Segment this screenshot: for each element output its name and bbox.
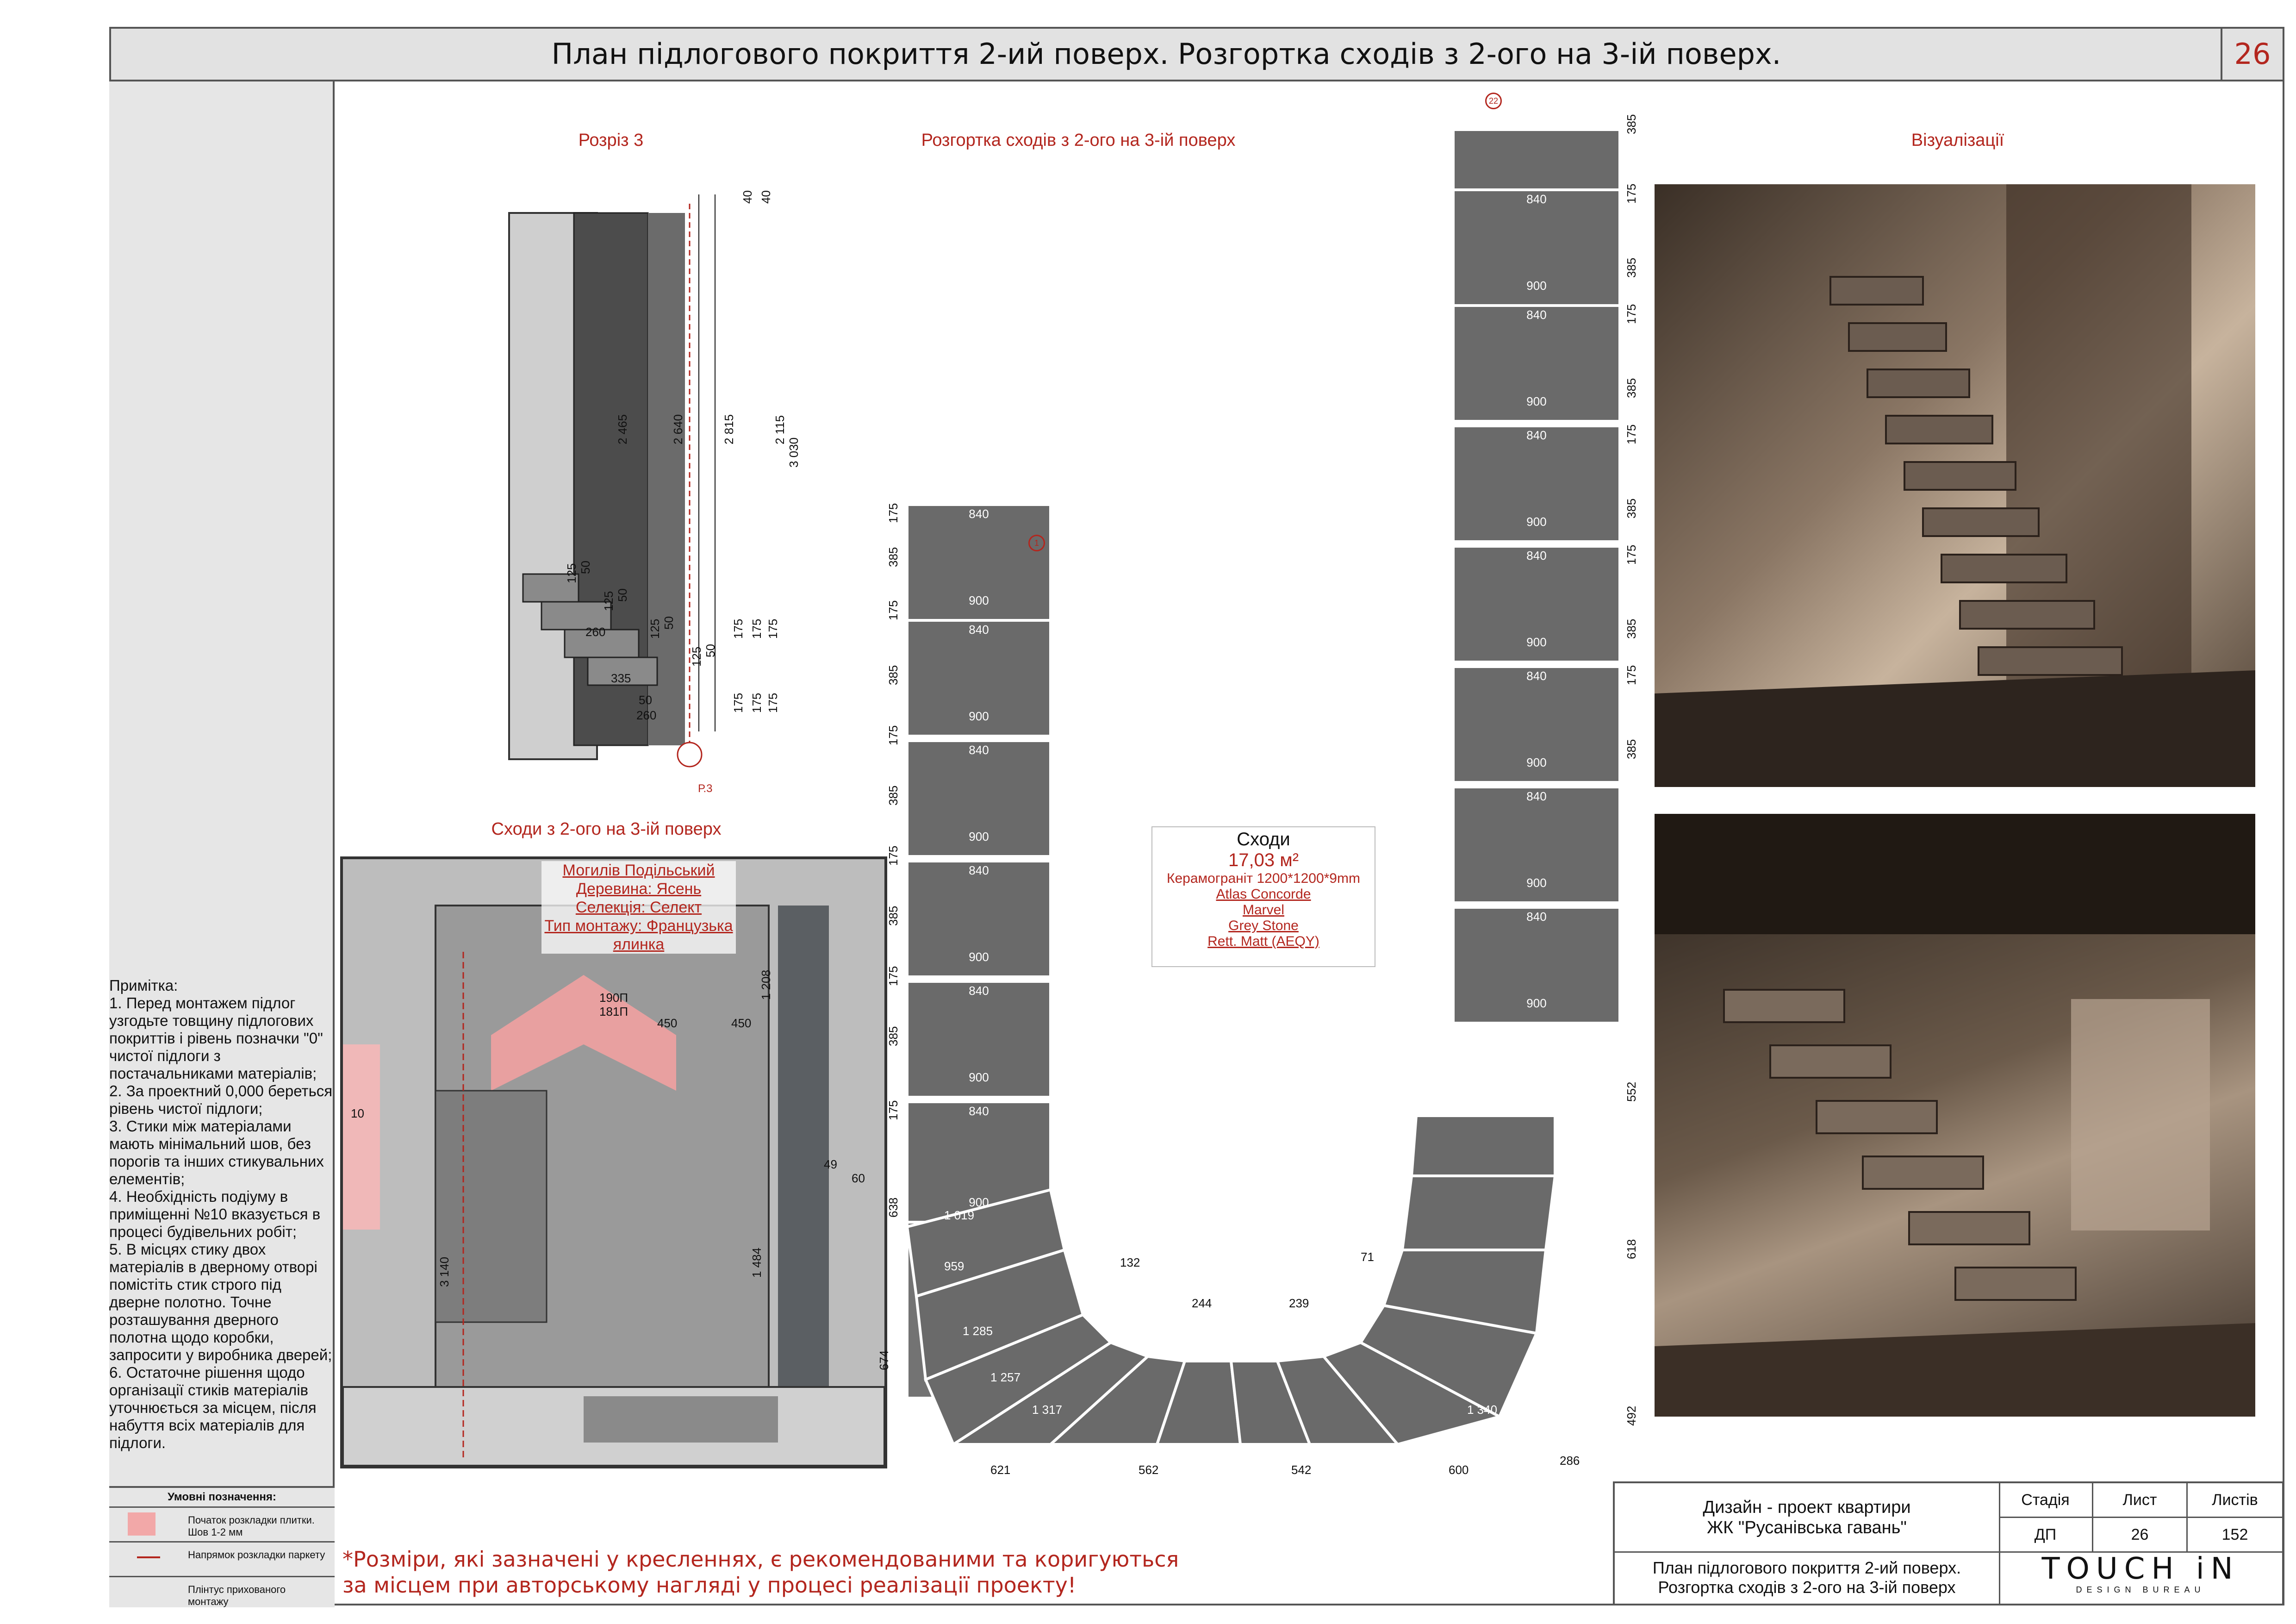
dim-label: 50 [616, 588, 629, 602]
stair-tile [1453, 907, 1620, 1023]
tile-tread-label: 840 [1526, 428, 1547, 442]
dim-label: 10 [351, 1106, 364, 1120]
dim-label: 3 030 [787, 437, 801, 468]
dim-label: 50 [639, 693, 652, 707]
dim-label: 1 257 [990, 1370, 1021, 1384]
dim-label: 959 [944, 1259, 964, 1273]
section-3-title: Розріз 3 [578, 131, 644, 150]
dim-label: 618 [1624, 1239, 1638, 1259]
tile-width-label: 900 [969, 593, 989, 607]
dim-label: 125 [602, 591, 616, 611]
tile-width-label: 900 [1526, 756, 1547, 769]
dim-label: 49 [824, 1157, 837, 1171]
title-block-grid [1999, 1483, 2282, 1553]
stage-label: Стадія [1999, 1483, 2093, 1518]
dim-label: 175 [1624, 183, 1638, 204]
dim-label: 175 [731, 618, 745, 639]
legend-row-tile-start [109, 1508, 335, 1543]
dim-label: 385 [886, 1026, 900, 1046]
dim-label: 1 169 [1569, 1250, 1599, 1264]
dim-label: 1 317 [1032, 1403, 1063, 1417]
stair-tile [1453, 546, 1620, 662]
summary-brand: Atlas Concorde [1216, 887, 1311, 902]
dim-label: 244 [1192, 1296, 1212, 1310]
project-name [1615, 1483, 1999, 1553]
note-item: 5. В місцях стику двох матеріалів в дверному отворі помістіть стик строго під дверне полотно. Точне розташування дверного полотна щодо коробки, запросити у виробника дверей; [109, 1241, 332, 1363]
material-summary [1151, 826, 1375, 967]
dim-label: 552 [1624, 1081, 1638, 1102]
sheet-line: План підлогового покриття 2-ий поверх. [1652, 1558, 1961, 1577]
parquet-spec [541, 861, 736, 954]
dim-label: 674 [877, 1350, 891, 1370]
parquet-spec-line: Тип монтажу: Французька ялинка [544, 917, 733, 953]
note-item: 6. Остаточне рішення щодо організації стиків матеріалів уточнюється за місцем, після набуття всіх матеріалів для підлоги. [109, 1364, 317, 1451]
summary-material: Керамограніт 1200*1200*9mm [1167, 871, 1360, 886]
note-item: 4. Необхідність подіуму в приміщенні №10 вказується в процесі будівельних робіт; [109, 1188, 321, 1240]
dim-label: 385 [1624, 257, 1638, 278]
staircase-render-icon [1655, 814, 2255, 1417]
dim-label: 896 [1555, 1120, 1575, 1134]
visualization-image-2 [1655, 814, 2255, 1417]
dim-label: 385 [1624, 378, 1638, 398]
dim-label: 50 [662, 616, 676, 630]
dim-label: 385 [1624, 739, 1638, 759]
step-number-icon: 1 [1028, 535, 1045, 551]
tile-width-label: 900 [969, 950, 989, 964]
note-item: 1. Перед монтажем підлог узгодьте товщину підлогових покриттів і рівень позначки "0" чистої підлоги з постачальниками матеріалів; [109, 994, 323, 1082]
tile-tread-label: 840 [1526, 789, 1547, 803]
dim-label: 175 [886, 845, 900, 866]
title-bar [109, 27, 2284, 81]
step-number-icon: 22 [1485, 93, 1502, 109]
legend-label: Плінтус прихованого монтажу [188, 1584, 286, 1607]
summary-title: Сходи [1237, 829, 1290, 849]
tile-width-label: 900 [969, 830, 989, 843]
legend-title: Умовні позначення: [109, 1488, 335, 1508]
dim-label: 71 [1361, 1250, 1374, 1264]
tile-tread-label: 840 [969, 1104, 989, 1118]
dim-label: 2 465 [616, 414, 629, 444]
dim-label: 450 [657, 1016, 678, 1030]
dim-label: 3 140 [437, 1256, 451, 1287]
dim-label: 175 [1624, 665, 1638, 685]
summary-series: Marvel [1242, 902, 1284, 918]
disclaimer [342, 1546, 1179, 1598]
dim-label: 190П [599, 991, 628, 1005]
dim-label: 542 [1291, 1463, 1312, 1477]
sheets-label: Листів [2188, 1483, 2282, 1518]
dim-label: 175 [766, 618, 780, 639]
direction-arrow-icon [137, 1556, 160, 1558]
legend-label: Напрямок розкладки паркету [188, 1549, 325, 1561]
tile-width-label: 900 [1526, 996, 1547, 1010]
dim-label: 175 [766, 693, 780, 713]
dim-label: 175 [886, 503, 900, 523]
dim-label: 50 [579, 561, 592, 574]
dim-label: 1 019 [944, 1208, 975, 1222]
dim-label: 181П [599, 1005, 628, 1018]
dim-label: 132 [1120, 1255, 1140, 1269]
tile-width-label: 900 [1526, 635, 1547, 649]
dim-label: 638 [886, 1197, 900, 1218]
notes [109, 977, 335, 1452]
dim-label: 175 [1624, 304, 1638, 324]
parquet-spec-line: Селекція: Селект [575, 899, 702, 916]
parquet-spec-line: Могилів Подільський [562, 862, 715, 879]
stair-tile [1453, 667, 1620, 782]
tile-tread-label: 840 [969, 863, 989, 877]
staircase-render-icon [1655, 184, 2255, 787]
dim-label: 2 115 [773, 415, 787, 444]
dim-label: 1 208 [759, 969, 773, 1000]
page-number: 26 [2221, 29, 2283, 80]
dim-label: 492 [1624, 1405, 1638, 1426]
summary-code: Rett. Matt (AEQY) [1207, 934, 1319, 949]
dim-label: 1 340 [1467, 1403, 1498, 1417]
tile-width-label: 900 [1526, 876, 1547, 890]
tile-width-label: 900 [969, 1070, 989, 1084]
stage-value: ДП [1999, 1518, 2093, 1553]
logo-subtitle: DESIGN BUREAU [2076, 1585, 2205, 1594]
dim-label: 385 [1624, 498, 1638, 518]
stair-tile [1453, 426, 1620, 542]
stair-tile [907, 861, 1051, 977]
dim-label: 1 170 [1541, 1356, 1572, 1370]
project-line: Дизайн - проект квартири [1703, 1498, 1911, 1517]
dim-label: 286 [1560, 1454, 1580, 1468]
winder-steps [898, 1056, 1638, 1463]
stair-tile [907, 505, 1051, 620]
dim-label: 125 [565, 563, 579, 583]
visualizations-title: Візуалізації [1911, 131, 2004, 150]
stairs-plan-title: Сходи з 2-ого на 3-ій поверх [491, 819, 722, 839]
tile-tread-label: 840 [1526, 308, 1547, 322]
visualization-image-1 [1655, 184, 2255, 787]
dim-label: 1 484 [750, 1247, 764, 1278]
dim-label: 385 [1624, 114, 1638, 134]
dim-label: 385 [886, 906, 900, 926]
dim-label: 2 815 [722, 414, 736, 444]
sheet-title: План підлогового покриття 2-ий поверх. Розгортка сходів з 2-ого на 3-ій поверх. [551, 37, 1781, 71]
tile-start-swatch-icon [128, 1512, 156, 1536]
dim-label: 175 [1624, 424, 1638, 444]
legend-row-plinth [109, 1577, 335, 1611]
tile-tread-label: 840 [969, 984, 989, 998]
disclaimer-line: *Розміри, які зазначені у кресленнях, є рекомендованими та коригуються [342, 1547, 1179, 1572]
dim-label: 40 [740, 190, 754, 204]
tile-width-label: 900 [1526, 279, 1547, 293]
summary-area: 17,03 м² [1228, 850, 1299, 870]
legend-label: Початок розкладки плитки. Шов 1-2 мм [188, 1514, 315, 1538]
tile-tread-label: 840 [1526, 669, 1547, 683]
stair-tile [1453, 787, 1620, 903]
dim-label: 260 [636, 708, 657, 722]
tile-width-label: 900 [969, 709, 989, 723]
stair-tile [907, 620, 1051, 736]
stair-tile-top [1453, 130, 1620, 190]
company-logo [1999, 1553, 2282, 1604]
dim-label: 239 [1289, 1296, 1309, 1310]
summary-color: Grey Stone [1228, 918, 1299, 933]
dim-label: 125 [690, 646, 703, 667]
dim-label: 175 [886, 1100, 900, 1120]
dim-label: 125 [648, 618, 662, 639]
sheet-name [1615, 1553, 1999, 1604]
tile-tread-label: 840 [969, 743, 989, 757]
tile-tread-label: 840 [969, 507, 989, 521]
tile-width-label: 900 [1526, 394, 1547, 408]
unfolding-title: Розгортка сходів з 2-ого на 3-ій поверх [921, 131, 1236, 150]
dim-label: 385 [886, 785, 900, 806]
dim-label: 175 [731, 693, 745, 713]
note-item: 3. Стики між матеріалами мають мінімальний шов, без порогів та інших стикувальних елементів; [109, 1118, 324, 1187]
dim-label: 175 [886, 966, 900, 986]
tile-tread-label: 840 [1526, 549, 1547, 562]
dim-label: 175 [750, 693, 764, 713]
tile-tread-label: 840 [1526, 910, 1547, 924]
dim-label: 335 [611, 671, 631, 685]
project-line: ЖК "Русанівська гавань" [1707, 1518, 1907, 1537]
sheet-line: Розгортка сходів з 2-ого на 3-ій поверх [1658, 1578, 1956, 1597]
logo-text: TOUCH iN [2041, 1552, 2240, 1586]
tile-width-label: 900 [1526, 515, 1547, 529]
stair-tile [1453, 190, 1620, 306]
dim-label: 260 [585, 625, 606, 639]
dim-label: 562 [1139, 1463, 1159, 1477]
dim-label: 40 [759, 190, 773, 204]
dim-label: 385 [886, 547, 900, 567]
notes-heading: Примітка: [109, 977, 178, 994]
dim-label: 175 [750, 618, 764, 639]
dim-label: 175 [1624, 544, 1638, 565]
title-block [1613, 1481, 2284, 1605]
sheet-label: Лист [2093, 1483, 2188, 1518]
parquet-spec-line: Деревина: Ясень [576, 880, 702, 898]
dim-label: 956 [1555, 1102, 1575, 1116]
disclaimer-line: за місцем при авторському нагляді у процесі реалізації проекту! [342, 1573, 1076, 1598]
dim-label: 450 [731, 1016, 752, 1030]
legend [109, 1486, 335, 1607]
tile-width-label: 900 [969, 1195, 989, 1209]
stair-tile [907, 741, 1051, 856]
dim-label: 60 [852, 1171, 865, 1185]
tile-tread-label: 840 [1526, 192, 1547, 206]
dim-label: 175 [886, 725, 900, 745]
stair-tile [1453, 306, 1620, 421]
dim-label: 621 [990, 1463, 1011, 1477]
section-marker: Р.3 [698, 782, 713, 795]
dim-label: 1 285 [963, 1324, 993, 1338]
title-block-left [1615, 1483, 2000, 1604]
note-item: 2. За проектний 0,000 береться рівень чистої підлоги; [109, 1082, 333, 1117]
dim-label: 50 [703, 644, 717, 657]
dim-label: 2 640 [671, 414, 685, 444]
dim-label: 600 [1449, 1463, 1469, 1477]
dim-label: 175 [886, 600, 900, 620]
sheets-value: 152 [2188, 1518, 2282, 1553]
tile-tread-label: 840 [969, 623, 989, 637]
dim-label: 385 [886, 665, 900, 685]
legend-row-parquet-direction [109, 1543, 335, 1577]
dim-label: 385 [1624, 618, 1638, 639]
sheet-value: 26 [2093, 1518, 2188, 1553]
